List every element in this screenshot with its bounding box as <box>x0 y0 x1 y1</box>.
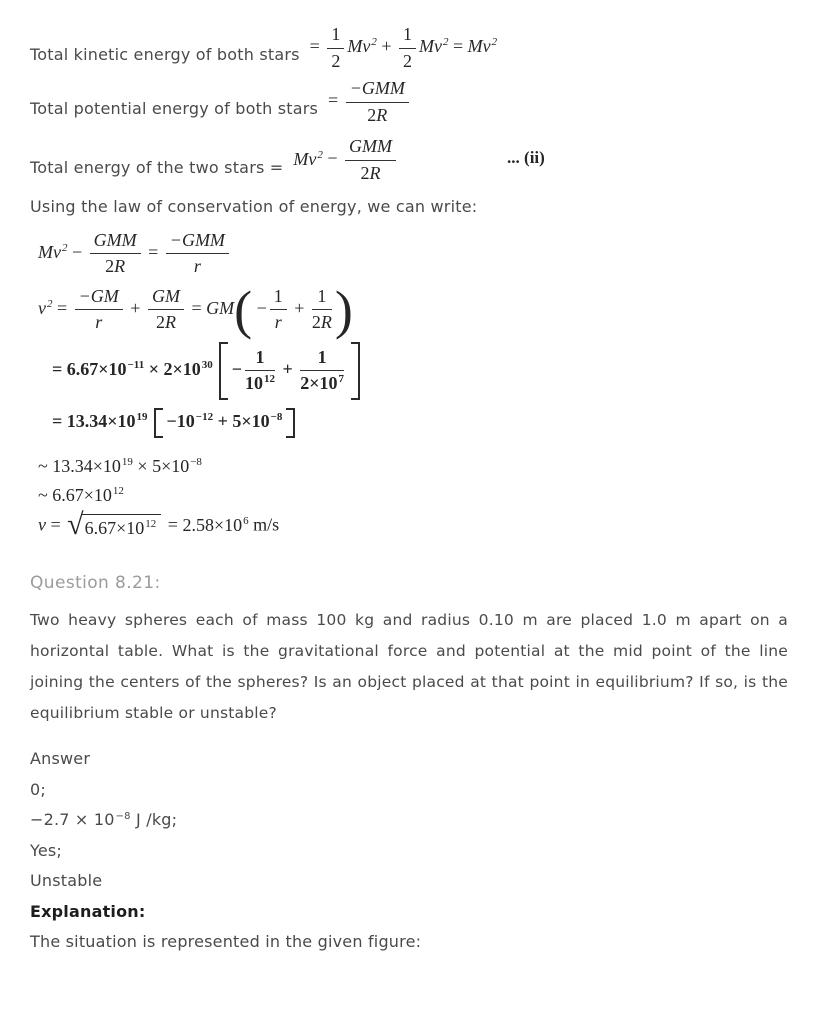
equation-energy-balance: $Mv^2$ − $\frac{\text{GMM}}{2R}$ = $\frac{\text{−GMM}}{r}$ <box>38 230 788 278</box>
conservation-law-text: Using the law of conservation of energy, we can write: <box>30 196 478 216</box>
equation-final-velocity: v = √ $6.67\times 10^{12}$ = $2.58\times 10^6$ m/s <box>38 507 280 541</box>
answer-value-equilibrium: Yes; <box>30 840 63 860</box>
answer-label: Answer <box>30 749 91 769</box>
equation-velocity-squared: $v^2$ = $\frac{-GM}{r}$ + $\frac{GM}{2R}$ = GM( − $\frac{1}{r}$ + $\frac{1}{2R}$ ) <box>38 279 353 340</box>
derivation-block <box>38 230 788 539</box>
kinetic-energy-row <box>30 24 788 72</box>
kinetic-energy-formula: = $\frac{1}{2}$ $Mv^2$ + $\frac{1}{2}$ $Mv^2 = Mv^2$ <box>309 24 498 71</box>
answer-value-force: 0; <box>30 779 46 799</box>
kinetic-energy-label: Total kinetic energy of both stars <box>30 45 300 65</box>
potential-energy-formula: = $\frac{\text{−GMM}}{2R}$ <box>328 78 412 126</box>
equation-substitution: = $6.67\times 10^{-11} \times 2\times 10^{30}$ − $\frac{1}{10^{12}}$ + $\frac{1}{2\times 10^7}$ <box>52 342 788 400</box>
explanation-intro-text: The situation is represented in the given figure: <box>30 932 422 952</box>
total-energy-row <box>30 136 788 184</box>
total-energy-formula: $Mv^2$ − $\frac{\text{GMM}}{2R}$ <box>293 136 399 184</box>
question-text: Two heavy spheres each of mass 100 kg and radius 0.10 m are placed 1.0 m apart on a horizontal table. What is the gravitational force and potential at the mid point of the line joining the centers of the spheres? Is an object placed at that point in equilibrium? If so, is the equilibrium stable or unstable? <box>30 610 788 722</box>
total-energy-label: Total energy of the two stars = <box>30 157 284 177</box>
potential-energy-label: Total potential energy of both stars <box>30 99 319 119</box>
answer-block <box>30 744 788 958</box>
equation-approximation-1: ~ $13.34\times 10^{19} \times 5\times 10^{-8}$ <box>38 455 202 476</box>
question-heading: Question 8.21: <box>30 572 161 593</box>
answer-value-potential: $-2.7 \times 10^{-8}$ J /kg; <box>30 810 178 830</box>
answer-value-stability: Unstable <box>30 871 103 891</box>
potential-energy-row <box>30 78 788 126</box>
equation-approximation-2: ~ $6.67\times 10^{12}$ <box>38 484 124 505</box>
explanation-heading: Explanation: <box>30 901 146 921</box>
equation-simplified: = $13.34\times 10^{19} -10^{-12} + 5\times 10^{-8}$ <box>52 408 788 438</box>
equation-number-tag: ... (ii) <box>507 148 545 168</box>
